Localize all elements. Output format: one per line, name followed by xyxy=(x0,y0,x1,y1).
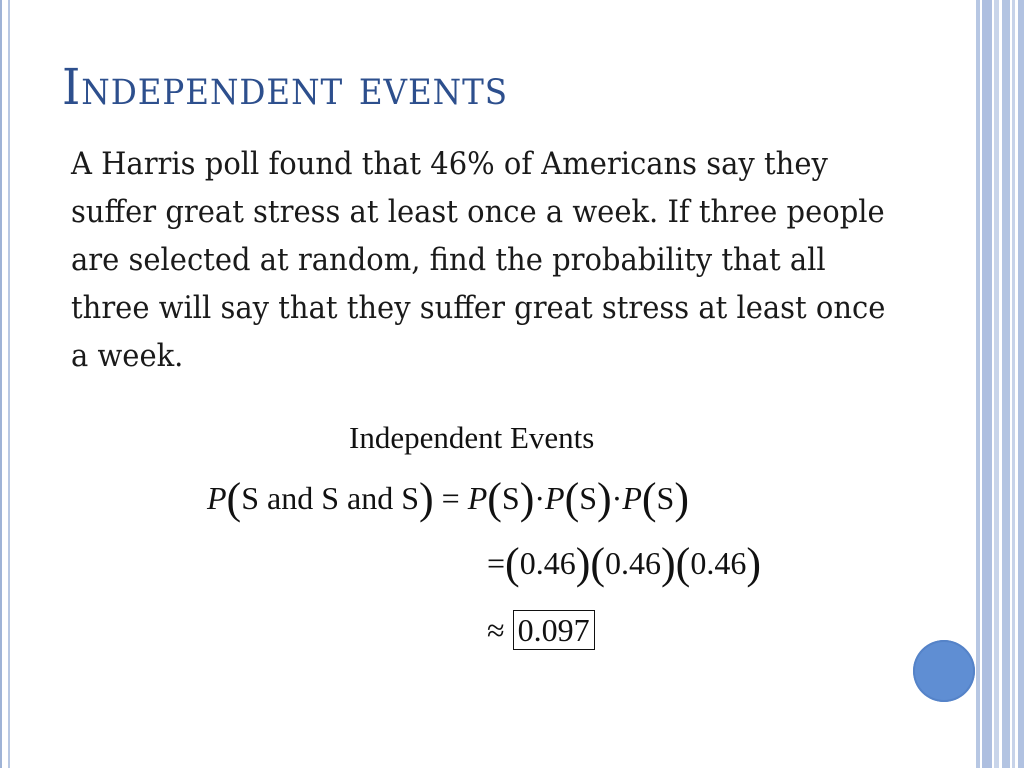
close-paren: ) xyxy=(597,474,612,523)
problem-statement: A Harris poll found that 46% of Americans say they suffer great stress at least once a week. If three people are selected at random, find the probability that all three will say that they suffer great stress at least once a week. xyxy=(71,146,886,374)
multiply-dot: · xyxy=(534,480,546,516)
close-paren: ) xyxy=(519,474,535,523)
equation-line-3 xyxy=(487,610,595,650)
prob-symbol: P xyxy=(207,480,227,516)
decorative-circle xyxy=(913,640,975,702)
close-paren: ) xyxy=(674,474,689,523)
probability-value: 0.46 xyxy=(605,545,662,581)
close-paren: ) xyxy=(746,539,761,588)
right-decor-bar xyxy=(1002,0,1010,768)
probability-value: 0.46 xyxy=(690,545,747,581)
right-decor-bar xyxy=(982,0,992,768)
open-paren: ( xyxy=(226,474,242,523)
multiply-dot: · xyxy=(611,480,623,516)
open-paren: ( xyxy=(590,539,606,588)
left-frame-line-inner xyxy=(8,0,10,768)
prob-symbol: P xyxy=(545,480,565,516)
event-s: S xyxy=(501,480,520,516)
open-paren: ( xyxy=(487,474,502,523)
event-s: S xyxy=(656,480,675,516)
right-decor-bar xyxy=(994,0,999,768)
close-paren: ) xyxy=(575,539,591,588)
equals-sign: = xyxy=(487,545,506,581)
equation-line-1 xyxy=(207,474,689,523)
event-expression: S and S and S xyxy=(241,480,419,516)
left-frame-line xyxy=(0,0,2,768)
prob-symbol: P xyxy=(622,480,642,516)
equals-sign: = xyxy=(441,480,460,516)
right-decor-bar xyxy=(1018,0,1024,768)
right-decor-bar xyxy=(976,0,980,768)
equation-line-2 xyxy=(487,539,761,588)
prob-symbol: P xyxy=(467,480,488,516)
close-paren: ) xyxy=(661,539,676,588)
probability-value: 0.46 xyxy=(519,545,576,581)
open-paren: ( xyxy=(564,474,580,523)
right-decor-bar xyxy=(1012,0,1015,768)
approx-sign: ≈ xyxy=(487,612,505,648)
close-paren: ) xyxy=(419,474,434,523)
boxed-answer: 0.097 xyxy=(513,610,595,650)
open-paren: ( xyxy=(675,539,691,588)
open-paren: ( xyxy=(641,474,657,523)
open-paren: ( xyxy=(505,539,520,588)
slide-title: Independent events xyxy=(62,58,508,116)
event-s: S xyxy=(579,480,598,516)
solution-heading: Independent Events xyxy=(349,420,595,455)
